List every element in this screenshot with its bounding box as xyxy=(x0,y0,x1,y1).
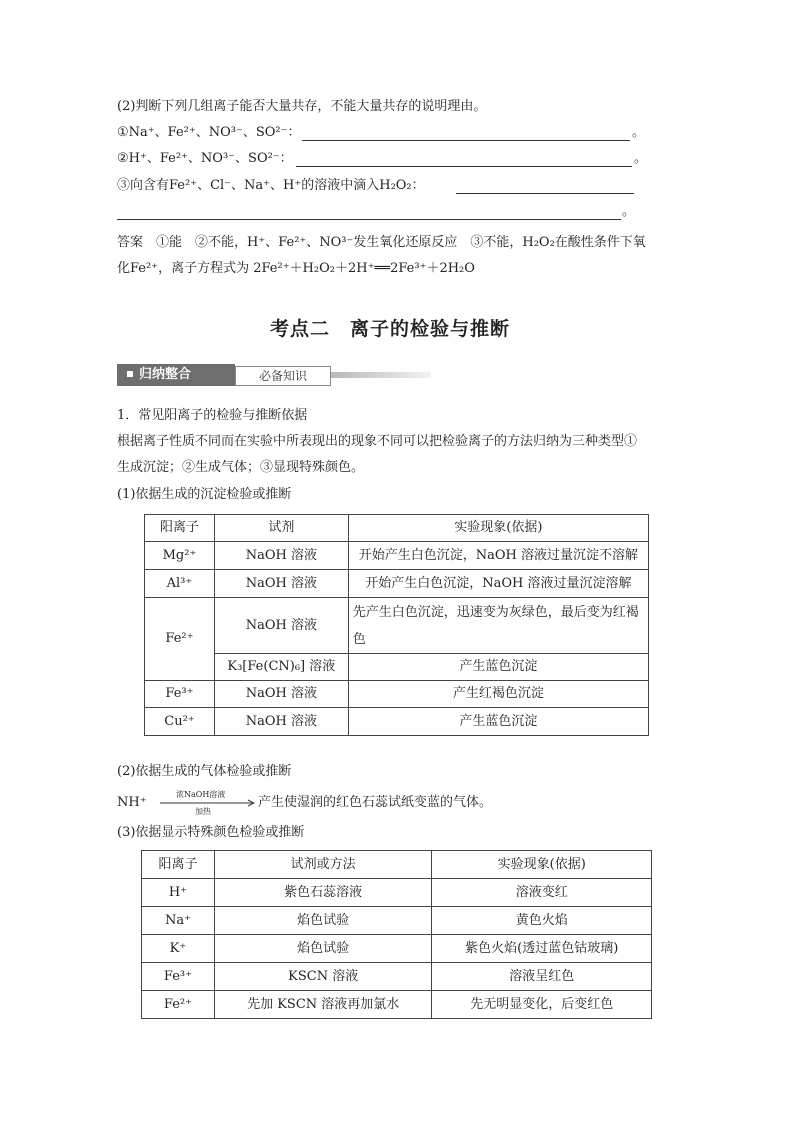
table-row xyxy=(145,681,649,708)
ion-cell: Fe³⁺ xyxy=(145,681,215,708)
phenomenon-cell: 先产生白色沉淀，迅速变为灰绿色，最后变为红褐色 xyxy=(348,598,648,654)
phenomenon-cell: 溶液呈红色 xyxy=(432,963,652,991)
paragraph-line-2: 生成沉淀；②生成气体；③显现特殊颜色。 xyxy=(117,460,365,475)
end-mark-1: 。 xyxy=(632,125,646,140)
method-cell: KSCN 溶液 xyxy=(214,963,432,991)
answer-blank-2 xyxy=(296,166,632,167)
question-item-2: ②H⁺、Fe²⁺、NO³⁻、SO²⁻： xyxy=(117,151,293,166)
table-row xyxy=(142,907,652,935)
ion-cell: Fe³⁺ xyxy=(142,963,215,991)
table-row xyxy=(142,935,652,963)
subheading-gas: (2)依据生成的气体检验或推断 xyxy=(117,764,292,779)
table-header-row xyxy=(145,515,649,542)
subheading-color: (3)依据显示特殊颜色检验或推断 xyxy=(117,825,305,840)
phenomenon-cell: 先无明显变化，后变红色 xyxy=(432,991,652,1019)
table-row xyxy=(142,879,652,907)
method-cell: 先加 KSCN 溶液再加氯水 xyxy=(214,991,432,1019)
column-header: 试剂或方法 xyxy=(214,851,432,879)
banner-rule xyxy=(331,372,431,378)
gas-ion: NH⁺ xyxy=(117,795,147,810)
column-header: 实验现象(依据) xyxy=(348,515,648,542)
column-header: 试剂 xyxy=(214,515,348,542)
heading-1: 1．常见阳离子的检验与推断依据 xyxy=(117,408,308,423)
table-row xyxy=(142,963,652,991)
ion-cell: Fe²⁺ xyxy=(142,991,215,1019)
method-cell: 紫色石蕊溶液 xyxy=(214,879,432,907)
subheading-precipitate: (1)依据生成的沉淀检验或推断 xyxy=(117,487,292,502)
column-header: 实验现象(依据) xyxy=(432,851,652,879)
answer-line-1: 答案 ①能 ②不能，H⁺、Fe²⁺、NO³⁻发生氧化还原反应 ③不能，H₂O₂在酸性条件下氧 xyxy=(117,235,646,250)
method-cell: 焰色试验 xyxy=(214,935,432,963)
phenomenon-cell: 产生红褐色沉淀 xyxy=(348,681,648,708)
table-row xyxy=(145,542,649,570)
ion-cell: Mg²⁺ xyxy=(145,542,215,570)
reaction-arrow-icon xyxy=(160,799,258,807)
reagent-cell: K₃[Fe(CN)₆] 溶液 xyxy=(214,654,348,681)
banner-sub-label: 必备知识 xyxy=(235,366,331,386)
end-mark-2: 。 xyxy=(634,151,648,166)
banner-tag-label: 归纳整合 xyxy=(139,367,192,382)
color-table xyxy=(141,850,652,1019)
reagent-cell: NaOH 溶液 xyxy=(214,708,348,736)
reagent-cell: NaOH 溶液 xyxy=(214,681,348,708)
square-icon xyxy=(127,371,133,377)
reagent-cell: NaOH 溶液 xyxy=(214,570,348,598)
phenomenon-cell: 开始产生白色沉淀，NaOH 溶液过量沉淀不溶解 xyxy=(348,542,648,570)
ion-cell: Na⁺ xyxy=(142,907,215,935)
phenomenon-cell: 溶液变红 xyxy=(432,879,652,907)
answer-blank-3b xyxy=(117,219,621,220)
answer-blank-3a xyxy=(456,193,634,194)
answer-blank-1 xyxy=(302,140,630,141)
phenomenon-cell: 产生蓝色沉淀 xyxy=(348,654,648,681)
column-header: 阳离子 xyxy=(142,851,215,879)
column-header: 阳离子 xyxy=(145,515,215,542)
section-banner xyxy=(117,364,431,386)
banner-tag xyxy=(117,364,235,386)
gas-result: 产生使湿润的红色石蕊试纸变蓝的气体。 xyxy=(258,795,493,810)
reagent-cell: NaOH 溶液 xyxy=(214,542,348,570)
ion-cell: K⁺ xyxy=(142,935,215,963)
arrow-bottom-label: 加热 xyxy=(195,807,211,816)
reagent-cell: NaOH 溶液 xyxy=(214,598,348,654)
question-item-1: ①Na⁺、Fe²⁺、NO³⁻、SO²⁻： xyxy=(117,125,301,140)
ion-cell: Cu²⁺ xyxy=(145,708,215,736)
table-header-row xyxy=(142,851,652,879)
question-intro: (2)判断下列几组离子能否大量共存，不能大量共存的说明理由。 xyxy=(117,99,487,114)
end-mark-3: 。 xyxy=(622,204,636,219)
table-row xyxy=(145,598,649,654)
paragraph-line-1: 根据离子性质不同而在实验中所表现出的现象不同可以把检验离子的方法归纳为三种类型① xyxy=(117,434,638,449)
answer-line-2: 化Fe²⁺，离子方程式为 2Fe²⁺＋H₂O₂＋2H⁺══2Fe³⁺＋2H₂O xyxy=(117,261,475,276)
precipitate-table xyxy=(144,514,649,736)
phenomenon-cell: 产生蓝色沉淀 xyxy=(348,708,648,736)
table-row xyxy=(145,654,649,681)
table-row xyxy=(145,708,649,736)
ion-cell: Al³⁺ xyxy=(145,570,215,598)
table-row xyxy=(142,991,652,1019)
ion-cell: H⁺ xyxy=(142,879,215,907)
section-title: 考点二 离子的检验与推断 xyxy=(270,318,511,340)
method-cell: 焰色试验 xyxy=(214,907,432,935)
arrow-top-label: 浓NaOH溶液 xyxy=(176,790,226,799)
phenomenon-cell: 紫色火焰(透过蓝色钴玻璃) xyxy=(432,935,652,963)
phenomenon-cell: 黄色火焰 xyxy=(432,907,652,935)
question-item-3: ③向含有Fe²⁺、Cl⁻、Na⁺、H⁺的溶液中滴入H₂O₂： xyxy=(117,178,425,193)
table-row xyxy=(145,570,649,598)
ion-cell: Fe²⁺ xyxy=(145,598,215,681)
phenomenon-cell: 开始产生白色沉淀，NaOH 溶液过量沉淀溶解 xyxy=(348,570,648,598)
